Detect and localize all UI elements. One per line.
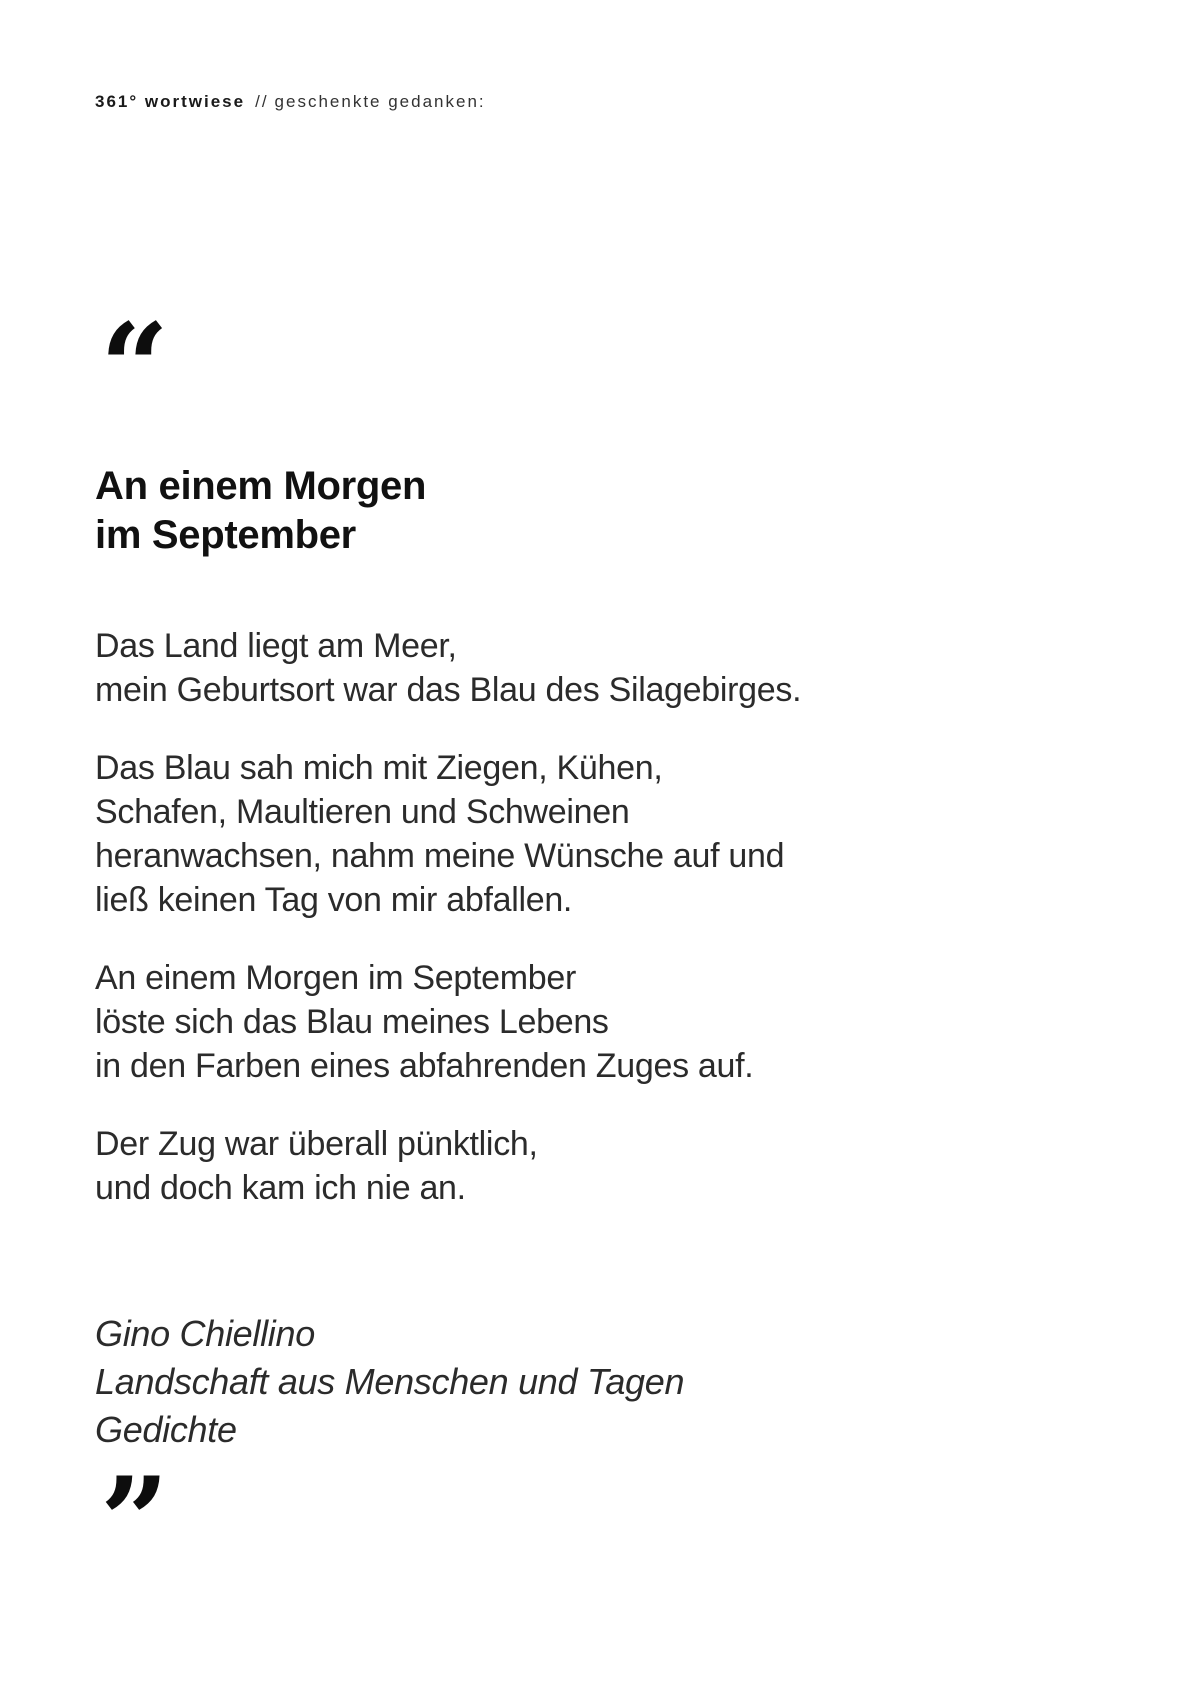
- poem-stanza-1: [95, 624, 1075, 712]
- attribution-book-title: Landschaft aus Menschen und Tagen: [95, 1361, 685, 1402]
- poem-line: An einem Morgen im September: [95, 959, 577, 997]
- header-separator: //: [255, 92, 269, 111]
- poem-title: [95, 462, 1075, 560]
- poem-line: mein Geburtsort war das Blau des Silagebirges.: [95, 671, 802, 709]
- poem-line: ließ keinen Tag von mir abfallen.: [95, 881, 573, 919]
- attribution-genre: Gedichte: [95, 1409, 237, 1450]
- poem-line: Der Zug war überall pünktlich,: [95, 1125, 538, 1163]
- poem-line: heranwachsen, nahm meine Wünsche auf und: [95, 837, 785, 875]
- poem-line: löste sich das Blau meines Lebens: [95, 1003, 609, 1041]
- poem-stanza-2: [95, 746, 1075, 922]
- header-tagline: geschenkte gedanken:: [274, 92, 486, 111]
- poem-line: Schafen, Maultieren und Schweinen: [95, 793, 630, 831]
- close-quote-mark: ”: [100, 1451, 166, 1592]
- poem-title-line-2: im September: [95, 513, 356, 557]
- poem-content: [95, 462, 1075, 1454]
- poem-stanza-3: [95, 956, 1075, 1088]
- poem-title-line-1: An einem Morgen: [95, 464, 427, 508]
- poem-line: in den Farben eines abfahrenden Zuges auf.: [95, 1047, 754, 1085]
- poem-line: Das Blau sah mich mit Ziegen, Kühen,: [95, 749, 663, 787]
- poem-line: und doch kam ich nie an.: [95, 1169, 466, 1207]
- poem-stanza-4: [95, 1122, 1075, 1210]
- poem-line: Das Land liegt am Meer,: [95, 627, 457, 665]
- open-quote-mark: “: [100, 297, 166, 438]
- brand-title: 361° wortwiese: [95, 92, 246, 111]
- page-header: [95, 92, 486, 112]
- attribution-author: Gino Chiellino: [95, 1313, 315, 1354]
- poem-attribution: [95, 1310, 1075, 1454]
